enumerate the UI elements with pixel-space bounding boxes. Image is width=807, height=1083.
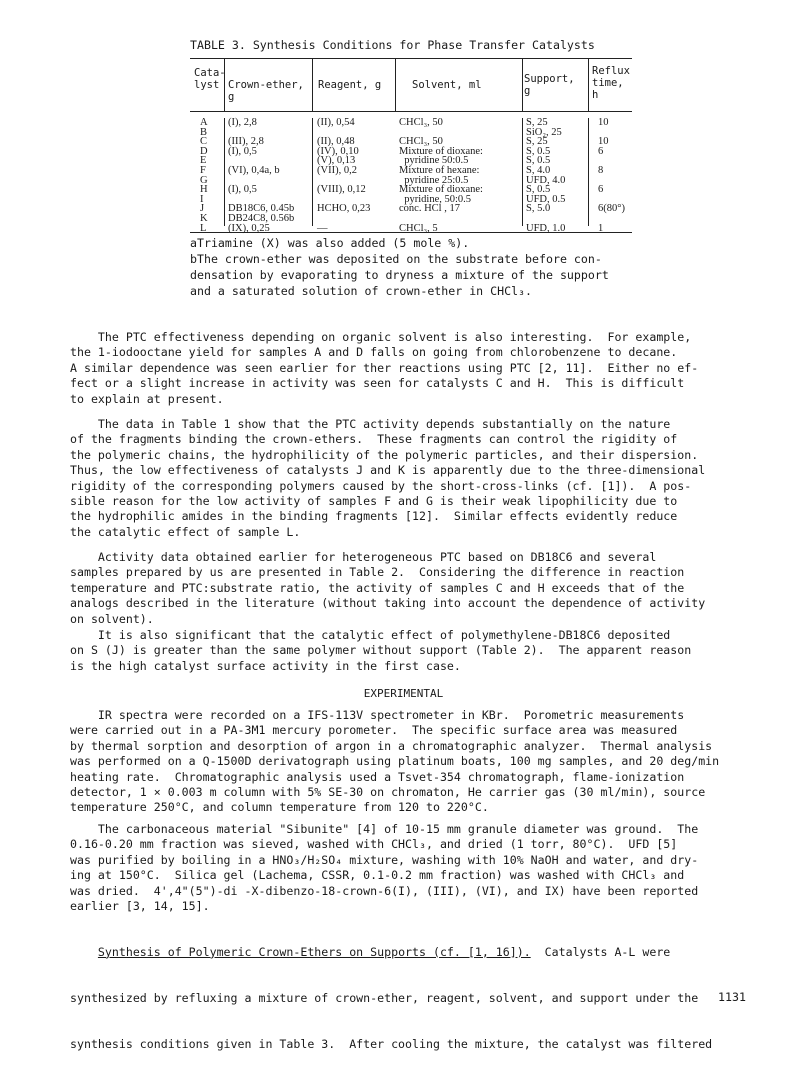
text-line: the catalytic effect of sample L. — [70, 524, 301, 539]
reagent-cell: (V), 0,13 — [317, 155, 356, 167]
paragraph-instruments — [70, 708, 750, 816]
text-line: is the high catalyst surface activity in the first case. — [70, 658, 461, 673]
support-cell: S, 25 — [526, 117, 548, 128]
text-line: samples prepared by us are presented in Table 2. Considering the difference in reaction — [70, 565, 685, 580]
header-catalyst-line1: Cata- — [194, 67, 226, 79]
reflux-cell: 6(80°) — [598, 203, 625, 215]
col-divider — [522, 118, 523, 226]
catalyst-cell: H — [200, 184, 208, 196]
text-line: fect or a slight increase in activity was seen for catalysts C and H. This is difficult — [70, 376, 685, 391]
section-heading-experimental: EXPERIMENTAL — [363, 687, 444, 700]
crown-ether-cell: (I), 0,5 — [228, 145, 257, 157]
column-solvent — [399, 118, 483, 233]
catalyst-cell: J — [200, 203, 205, 215]
col-divider — [224, 118, 225, 226]
support-cell: UFD, 4.0 — [526, 174, 566, 186]
catalyst-cell: L — [200, 222, 207, 234]
header-reflux-line2: time, h — [592, 77, 624, 101]
support-cell: S, 5.0 — [526, 203, 551, 215]
synthesis-line-2: synthesis conditions given in Table 3. After cooling the mixture, the catalyst was filtered — [70, 1037, 713, 1052]
crown-ether-cell: (I), 2,8 — [228, 117, 257, 128]
reagent-cell: (II), 0,54 — [317, 117, 355, 128]
support-cell: S, 25 — [526, 136, 548, 148]
solvent-cell: Mixture of dioxane: — [399, 184, 483, 196]
col-divider — [522, 59, 523, 111]
solvent-cell: Mixture of hexane: — [399, 164, 480, 176]
catalyst-cell: I — [200, 193, 204, 205]
catalyst-cell: D — [200, 145, 208, 157]
synthesis-line-1: synthesized by refluxing a mixture of crown-ether, reagent, solvent, and support under the — [70, 991, 699, 1006]
paragraph-materials — [70, 822, 750, 914]
header-solvent: Solvent, ml — [412, 79, 482, 91]
text-line: sible reason for the low activity of samples F and G is their weak lipophilicity due to — [70, 494, 678, 509]
text-line: on solvent). — [70, 611, 154, 626]
catalyst-cell: G — [200, 174, 208, 186]
text-line: IR spectra were recorded on a IFS-113V spectrometer in KBr. Porometric measurements — [70, 708, 685, 722]
catalyst-cell: B — [200, 126, 208, 138]
header-reflux-line1: Reflux — [592, 65, 630, 77]
header-crown-line1: Crown-ether, — [228, 79, 304, 91]
solvent-cell: pyridine, 50:0.5 — [399, 193, 472, 205]
text-line: A similar dependence was seen earlier for ther reactions using PTC [2, 11]. Either no ef- — [70, 360, 699, 375]
catalyst-cell: K — [200, 212, 208, 224]
support-cell: S, 0.5 — [526, 145, 551, 157]
crown-ether-cell: DB24C8, 0.56b — [228, 212, 295, 224]
col-divider — [395, 59, 396, 111]
header-support-line1: Support, — [524, 73, 575, 85]
reagent-cell: (VII), 0,2 — [317, 164, 357, 176]
text-line: detector, 1 × 0.003 m column with 5% SE-30 on chromaton, He carrier gas (30 ml/min), source — [70, 785, 706, 800]
text-line: The data in Table 1 show that the PTC activity depends substantially on the nature — [70, 417, 671, 431]
support-cell: SiO₂, 25 — [526, 126, 562, 138]
solvent-cell: Mixture of dioxane: — [399, 145, 483, 157]
synthesis-subheading: Synthesis of Polymeric Crown-Ethers on Supports (cf. [1, 16]). — [97, 944, 531, 959]
header-reflux — [592, 65, 632, 117]
table-caption: TABLE 3. Synthesis Conditions for Phase Transfer Catalysts — [190, 38, 595, 52]
reflux-cell: 1 — [598, 222, 604, 234]
footnote-b-line1: bThe crown-ether was deposited on the substrate before con- — [190, 252, 602, 266]
text-line: the 1-iodooctane yield for samples A and D falls on going from chlorobenzene to decane. — [70, 345, 678, 360]
crown-ether-cell: DB18C6, 0.45b — [228, 203, 295, 215]
text-line: the polymeric chains, the hydrophilicity of the polymeric particles, and their dispersion. — [70, 447, 699, 462]
text-line: Activity data obtained earlier for heterogeneous PTC based on DB18C6 and several — [70, 550, 657, 564]
column-reagent — [317, 118, 370, 233]
support-cell: S, 0.5 — [526, 184, 551, 196]
header-crown-line2: g — [228, 91, 235, 103]
text-line: rigidity of the corresponding polymers caused by the short-cross-links (cf. [1]). A pos- — [70, 478, 692, 493]
solvent-cell: CHCl₃, 5 — [399, 222, 438, 234]
text-line: was performed on a Q-1500D derivatograph using platinum boats, 100 mg samples, and 20 deg/min — [70, 754, 720, 769]
catalyst-cell: F — [200, 164, 206, 176]
text-line: The carbonaceous material "Sibunite" [4] of 10-15 mm granule diameter was ground. The — [70, 822, 699, 836]
text-line: was purified by boiling in a HNO₃/H₂SO₄ mixture, washing with 10% NaOH and water, and dry- — [70, 852, 699, 867]
text-line: It is also significant that the catalytic effect of polymethylene-DB18C6 deposited — [70, 628, 671, 642]
header-support-line2: g — [524, 85, 531, 97]
paragraph-support-effect — [70, 628, 750, 674]
support-cell: UFD, 1.0 — [526, 222, 566, 234]
table-header — [190, 59, 632, 112]
paragraph-activity-data — [70, 550, 750, 627]
footnote-a: aTriamine (X) was also added (5 mole %). — [190, 236, 470, 250]
crown-ether-cell: (VI), 0,4a, b — [228, 164, 280, 176]
column-crown-ether — [228, 118, 294, 233]
column-reflux-time — [598, 118, 625, 233]
support-cell: S, 4.0 — [526, 164, 551, 176]
solvent-cell: conc. HCl , 17 — [399, 203, 460, 215]
reflux-cell: 6 — [598, 184, 604, 196]
reagent-cell: (VIII), 0,12 — [317, 184, 366, 196]
column-catalyst — [200, 118, 208, 233]
solvent-cell: CHCl₃, 50 — [399, 117, 443, 128]
text-line: 0.16-0.20 mm fraction was sieved, washed with CHCl₃, and dried (1 torr, 80°C). UFD [5] — [70, 837, 678, 852]
reflux-cell: 6 — [598, 145, 604, 157]
catalyst-cell: E — [200, 155, 207, 167]
text-line: on S (J) is greater than the same polymer without support (Table 2). The apparent reason — [70, 643, 692, 658]
synthesis-first-line — [70, 945, 750, 960]
col-divider — [312, 59, 313, 111]
text-line: Thus, the low effectiveness of catalysts J and K is apparently due to the three-dimensional — [70, 463, 706, 478]
text-line: earlier [3, 14, 15]. — [70, 899, 210, 914]
reagent-cell: — — [317, 222, 328, 234]
text-line: temperature and PTC:substrate ratio, the activity of samples C and H exceeds that of the — [70, 580, 685, 595]
column-support — [526, 118, 565, 233]
col-divider — [224, 59, 225, 111]
reflux-cell: 10 — [598, 136, 609, 148]
support-cell: UFD, 0.5 — [526, 193, 566, 205]
paragraph-solvent-effect — [70, 330, 750, 407]
reagent-cell: (IV), 0,10 — [317, 145, 359, 157]
header-catalyst-line2: lyst — [194, 79, 220, 91]
text-line: was dried. 4',4"(5")-di -X-dibenzo-18-crown-6(I), (III), (VI), and IX) have been reported — [70, 883, 699, 898]
text-line: by thermal sorption and desorption of argon in a chromatographic analyzer. Thermal analysis — [70, 738, 713, 753]
table-body — [190, 112, 632, 232]
header-reagent: Reagent, g — [318, 79, 382, 91]
crown-ether-cell: (I), 0,5 — [228, 184, 257, 196]
solvent-cell: pyridine 50:0.5 — [399, 155, 469, 167]
reflux-cell: 10 — [598, 117, 609, 128]
col-divider — [588, 59, 589, 111]
support-cell: S, 0.5 — [526, 155, 551, 167]
crown-ether-cell: (III), 2,8 — [228, 136, 264, 148]
table-3 — [190, 58, 632, 233]
text-line: heating rate. Chromatographic analysis used a Tsvet-354 chromatograph, flame-ionization — [70, 769, 685, 784]
text-line: analogs described in the literature (without taking into account the dependence of activity — [70, 596, 706, 611]
text-line: The PTC effectiveness depending on organic solvent is also interesting. For example, — [70, 330, 692, 344]
text-line: were carried out in a PA-3M1 mercury porometer. The specific surface area was measured — [70, 723, 678, 738]
paragraph-synthesis — [70, 914, 750, 1083]
reflux-cell: 8 — [598, 164, 604, 176]
col-divider — [312, 118, 313, 226]
catalyst-cell: A — [200, 117, 208, 128]
reagent-cell: (II), 0,48 — [317, 136, 355, 148]
catalyst-cell: C — [200, 136, 208, 148]
solvent-cell: CHCl₃, 50 — [399, 136, 443, 148]
reagent-cell: HCHO, 0,23 — [317, 203, 371, 215]
solvent-cell: pyridine 25:0.5 — [399, 174, 469, 186]
page-number: 1131 — [718, 990, 746, 1004]
text-line: the hydrophilic amides in the binding fragments [12]. Similar effects evidently reduce — [70, 509, 678, 524]
text-line: to explain at present. — [70, 391, 224, 406]
col-divider — [588, 118, 589, 226]
text-line: ing at 150°C. Silica gel (Lachema, CSSR, 0.1-0.2 mm fraction) was washed with CHCl₃ and — [70, 868, 685, 883]
crown-ether-cell: (IX), 0,25 — [228, 222, 270, 234]
text-line: of the fragments binding the crown-ethers. These fragments can control the rigidity of — [70, 432, 678, 447]
synthesis-line-0: Catalysts A-L were — [530, 944, 671, 959]
text-line: temperature 250°C, and column temperature from 120 to 220°C. — [70, 800, 489, 815]
paragraph-binding-fragments — [70, 417, 750, 540]
footnote-b-line3: and a saturated solution of crown-ether in CHCl₃. — [190, 284, 533, 298]
footnote-b-line2: densation by evaporating to dryness a mixture of the support — [190, 268, 609, 282]
